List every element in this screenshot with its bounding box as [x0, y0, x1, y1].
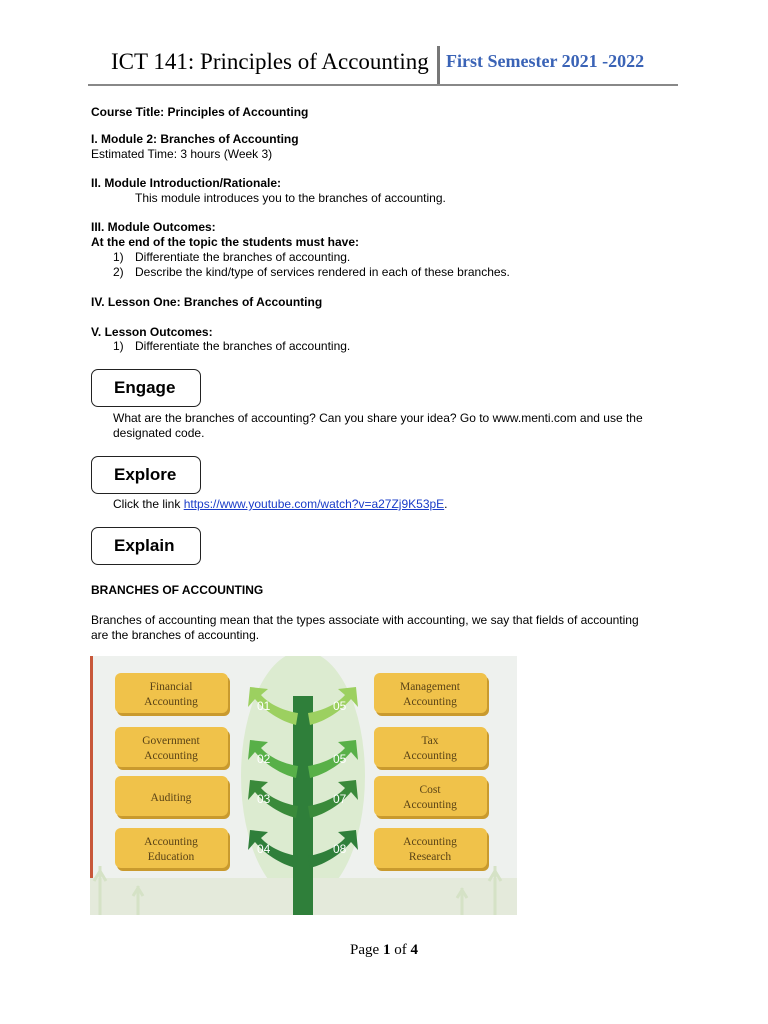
branch-number-right: 07 [333, 792, 347, 806]
branch-label-line2: Accounting [144, 750, 198, 762]
explore-suffix: . [444, 497, 448, 511]
branch-label-line1: Tax [421, 735, 439, 747]
outcome-item: Differentiate the branches of accounting. [135, 250, 351, 264]
explain-box [91, 527, 201, 565]
footer-page-total: 4 [410, 942, 418, 958]
engage-text-line1: What are the branches of accounting? Can you share your idea? Go to www.menti.com and use the [113, 411, 643, 425]
branch-label-line2: Accounting [403, 750, 457, 762]
branches-of-accounting-figure [90, 656, 517, 915]
header-divider [437, 46, 440, 84]
lesson-heading: IV. Lesson One: Branches of Accounting [91, 295, 323, 309]
branch-number-left: 01 [257, 699, 271, 713]
branch-label-line1: Accounting [144, 836, 198, 848]
explore-text [113, 497, 448, 512]
branch-label-line1: Auditing [150, 792, 192, 804]
branch-label-line1: Accounting [403, 836, 457, 848]
explain-label: Explain [114, 536, 175, 555]
lesson-outcome-item: Differentiate the branches of accounting. [135, 339, 351, 353]
branch-number-left: 02 [257, 752, 271, 766]
branch-label-line2: Accounting [403, 696, 457, 708]
tree-trunk [293, 696, 313, 915]
youtube-link[interactable]: https://www.youtube.com/watch?v=a27Zj9K53pE [183, 497, 445, 511]
branch-number-right: 08 [333, 842, 347, 856]
footer-prefix: Page [350, 942, 383, 958]
explore-box [91, 456, 201, 494]
outcome-number: 1) [113, 250, 124, 264]
explore-prefix: Click the link [113, 497, 184, 511]
branch-label-line2: Education [147, 851, 195, 863]
branch-number-right: 05 [333, 752, 347, 766]
outcome-number: 2) [113, 265, 124, 279]
estimated-time: Estimated Time: 3 hours (Week 3) [91, 147, 273, 161]
figure-left-edge [90, 656, 93, 915]
branch-label-line1: Financial [149, 681, 193, 693]
module-heading: I. Module 2: Branches of Accounting [91, 132, 299, 146]
branch-label-line1: Cost [419, 784, 441, 796]
branch-number-right: 05 [333, 699, 347, 713]
page-footer [0, 942, 768, 959]
branches-text-line1: Branches of accounting mean that the types associate with accounting, we say that fields of accounting [91, 613, 639, 627]
branch-label-line2: Accounting [403, 799, 457, 811]
explore-label: Explore [114, 465, 177, 484]
engage-label: Engage [114, 378, 176, 397]
branch-number-left: 04 [257, 842, 271, 856]
footer-mid: of [390, 942, 411, 958]
engage-text-line2: designated code. [113, 426, 205, 440]
outcomes-subheading: At the end of the topic the students must have: [91, 235, 360, 249]
intro-heading: II. Module Introduction/Rationale: [91, 176, 281, 190]
branch-label-line1: Government [142, 735, 200, 747]
branch-number-left: 03 [257, 792, 271, 806]
engage-box [91, 369, 201, 407]
lesson-outcomes-heading: V. Lesson Outcomes: [91, 325, 213, 339]
outcomes-heading: III. Module Outcomes: [91, 220, 216, 234]
branch-label-line2: Accounting [144, 696, 198, 708]
intro-text: This module introduces you to the branches of accounting. [135, 191, 446, 205]
outcome-item: Describe the kind/type of services rendered in each of these branches. [135, 265, 510, 279]
branch-label-line2: Research [408, 851, 452, 863]
lesson-outcome-number: 1) [113, 339, 124, 353]
header-rule [88, 84, 678, 86]
branches-heading: BRANCHES OF ACCOUNTING [91, 583, 264, 597]
branches-tree-graphic [90, 656, 517, 915]
document-header-semester: First Semester 2021 -2022 [446, 51, 645, 71]
branches-text-line2: are the branches of accounting. [91, 628, 260, 642]
document-header-title: ICT 141: Principles of Accounting [111, 49, 429, 74]
course-title: Course Title: Principles of Accounting [91, 105, 309, 119]
branch-label-line1: Management [399, 681, 461, 693]
footer-page-number: 1 [382, 942, 391, 958]
